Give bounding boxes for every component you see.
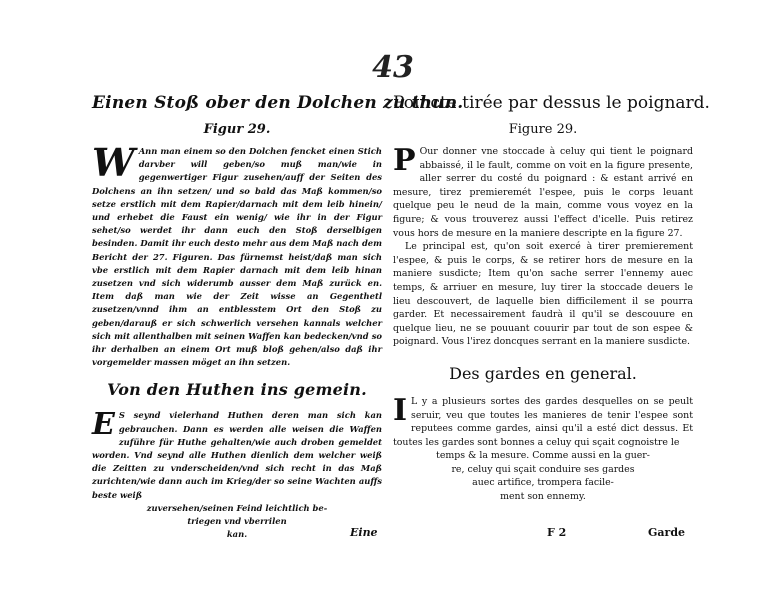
left-paragraph-2-tail-2: triegen vnd vberrilen — [187, 516, 287, 527]
left-figure-label: Figur 29. — [203, 122, 271, 137]
right-paragraph-3 — [393, 392, 693, 449]
right-paragraph-1-text: Our donner vne stoccade à celuy qui tient le poignard abbaissé, il le fault, comme on voit en la figure presente, aller serrer du costé du poignard : & estant arrivé en mesure, tirez premieremét l'espee, puis le corps leuant quelque peu le neud de la main, comme vous voyez en la figure; & vous trouverez aussi l'effect d'icelle. Puis retirez vous hors de mesure en la maniere descripte en la figure 27. — [393, 146, 693, 239]
page-number: 43 — [372, 50, 414, 85]
catchword-right: Garde — [648, 526, 686, 539]
right-paragraph-2: Le principal est, qu'on soit exercé à tirer premierement l'espee, & puis le corps, & se retirer hors de mesure en la maniere susdicte; Item qu'on sache serrer l'ennemy auec temps, & arriuer en mesure, luy tirer la stoccade deuers le lieu descouvert, de laquelle bien difficilement il se pourra garder. Et necessairement faudrà il qu'il se descouure en quelque lieu, ne se pouuant couurir par tout de son espee & poignard. Vous l'irez doncques serrant en la maniere susdicte. — [393, 241, 693, 348]
right-paragraph-3-tail-3: auec artifice, trompera facile- — [472, 477, 614, 489]
right-dropcap-1: P — [393, 143, 416, 178]
right-paragraph-3-text: L y a plusieurs sortes des gardes desquelles on se peult seruir, veu que toutes les manieres de tenir l'espee sont reputees comme gardes, ainsi qu'il a esté dict dessus. Et toutes les gardes sont bonnes a celuy qui sçait cognoistre le — [393, 395, 693, 448]
left-paragraph-2-tail-3: kan. — [226, 529, 248, 540]
signature-mark: F 2 — [547, 526, 567, 539]
left-paragraph-2-tail-1: zuversehen/seinen Feind leichtlich be- — [146, 502, 328, 513]
catchword-left: Eine — [350, 526, 378, 539]
right-dropcap-3: I — [393, 392, 408, 428]
left-dropcap-2: E — [92, 407, 115, 443]
left-paragraph-1 — [92, 140, 382, 369]
left-section-heading: Von den Huthen ins gemein. — [107, 380, 367, 400]
right-figure-label: Figure 29. — [508, 122, 578, 137]
right-paragraph-1 — [393, 145, 693, 240]
right-section-heading: Des gardes en general. — [449, 363, 637, 383]
right-paragraph-3-tail-2: re, celuy qui sçait conduire ses gardes — [451, 463, 635, 475]
right-paragraph-3-tail-1: temps & la mesure. Comme aussi en la guer- — [436, 450, 650, 462]
left-paragraph-1-text: Ann man einem so den Dolchen fencket einen Stich darvber will geben/so muß man/wie in gegenwertiger Figur zusehen/auff der Seiten des Dolchens an ihn setzen/ und so bald das Maß kommen/so setze erstlich mit dem Rapier/darnach mit dem leib hinein/ und erhebet die Faust ein wenig/ wie ihr in der Figur sehet/so werdet ihr dann euch den Stoß derselbigen besinden. Damit ihr euch desto mehr aus dem Maß nach dem Bericht der 27. Figuren. Das fürnemst heist/daß man sich vbe erstlich mit dem Rapier darnach mit dem leib hinan zusetzen vnd sich widerumb ausser dem Maß zurück en. Item daß man wie der Zeit wisse an Gegenthetl zusetzen/vnnd ihm an entblesstem Ort den Stoß zu geben/darauß er sich schwerlich versehen kannals welcher sich mit allenthalben mit seinen Waffen kan bedecken/vnd so ihr derhalben an einem Ort muß bloß gehen/also daß ihr vorgemelder massen möget an ihn setzen. — [92, 146, 382, 368]
left-paragraph-2 — [92, 409, 382, 501]
left-heading: Einen Stoß ober den Dolchen zu thun. — [92, 93, 464, 113]
right-column-french — [393, 92, 710, 504]
left-paragraph-2-text: S seynd vielerhand Huthen deren man sich kan gebrauchen. Dann es werden alle weisen die Waffen zuführe für Huthe gehalten/wie auch droben gemeldet worden. Vnd seynd alle Huthen dienlich dem welcher weiß die Zeitten zu vnderscheiden/vnd sich recht in das Maß zurichten/wie dann auch im Krieg/der so seine Wachten auffs beste weiß — [92, 410, 382, 500]
right-heading: Poincte tirée par dessus le poignard. — [393, 93, 710, 113]
right-paragraph-3-tail-4: ment son ennemy. — [500, 491, 586, 503]
left-column-german — [92, 92, 464, 541]
left-dropcap-1: W — [92, 140, 135, 185]
